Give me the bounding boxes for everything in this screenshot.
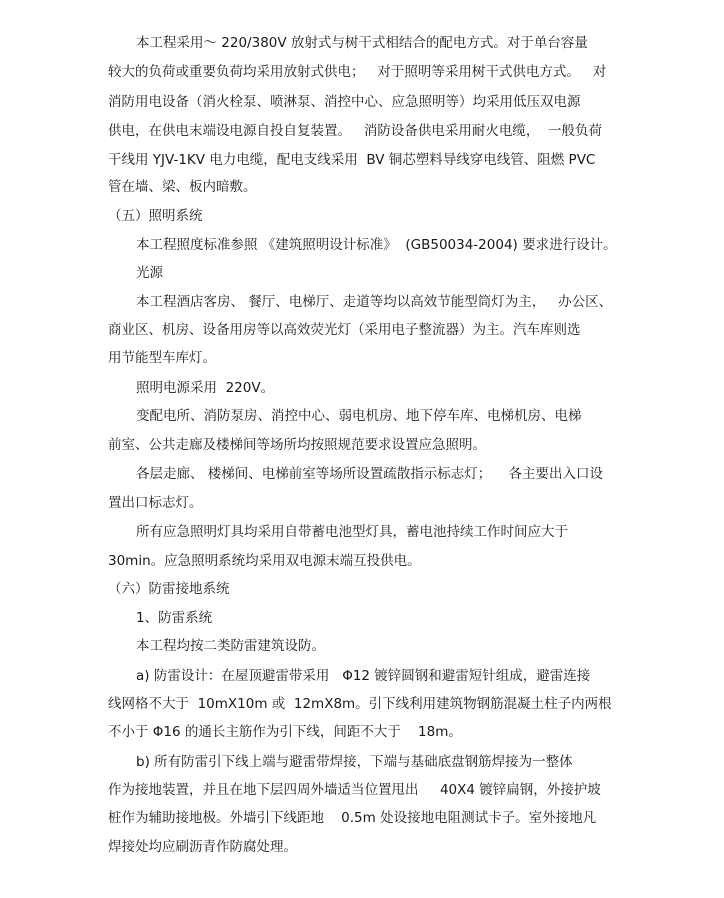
text-line: 干线用 YJV-1KV 电力电缆，配电支线采用 BV 铜芯塑料导线穿电线管、阻燃 PVC — [108, 152, 596, 168]
text-line: 桩作为辅助接地极。外墙引下线距地 0.5m 处设接地电阻测试卡子。室外接地凡 — [108, 810, 597, 826]
text-line: 30min。应急照明系统均采用双电源末端互投供电。 — [108, 553, 421, 569]
text-line: 所有应急照明灯具均采用自带蓄电池型灯具，蓄电池持续工作时间应大于 — [136, 524, 568, 540]
text-line: 焊接处均应刷沥青作防腐处理。 — [108, 839, 297, 855]
text-line: 各层走廊、 楼梯间、电梯前室等场所设置疏散指示标志灯； 各主要出入口设 — [136, 466, 603, 482]
text-line: 置出口标志灯。 — [108, 495, 203, 511]
text-line: b) 所有防雷引下线上端与避雷带焊接，下端与基础底盘钢筋焊接为一整体 — [136, 754, 573, 770]
text-line: a) 防雷设计：在屋顶避雷带采用 Φ12 镀锌圆钢和避雷短针组成，避雷连接 — [136, 668, 591, 684]
text-line: 消防用电设备（消火栓泵、喷淋泵、消控中心、应急照明等）均采用低压双电源 — [108, 94, 581, 110]
text-line: 本工程照度标准参照 《建筑照明设计标准》 (GB50034-2004) 要求进行设计。 — [136, 237, 617, 253]
subheading: 1、防雷系统 — [136, 610, 213, 626]
text-line: 作为接地装置，并且在地下层四周外墙适当位置甩出 40X4 镀锌扁钢，外接护坡 — [108, 782, 601, 798]
text-line: 线网格不大于 10mX10m 或 12mX8m。引下线利用建筑物钢筋混凝土柱子内两根 — [108, 696, 612, 712]
text-line: 本工程采用～ 220/380V 放射式与树干式相结合的配电方式。对于单台容量 — [136, 35, 588, 51]
text-line: 商业区、机房、设备用房等以高效荧光灯（采用电子整流器）为主。汽车库则选 — [108, 322, 581, 338]
text-line: 本工程酒店客房、 餐厅、电梯厅、走道等均以高效节能型筒灯为主， 办公区、 — [136, 294, 613, 310]
text-line: 供电，在供电末端设电源自投自复装置。 消防设备供电采用耐火电缆， 一般负荷 — [108, 123, 602, 139]
text-line: 不小于 Φ16 的通长主筋作为引下线，间距不大于 18m。 — [108, 724, 462, 740]
text-line: 变配电所、消防泵房、消控中心、弱电机房、地下停车库、电梯机房、电梯 — [136, 408, 582, 424]
text-line: 本工程均按二类防雷建筑设防。 — [136, 638, 325, 654]
section-heading: （六）防雷接地系统 — [108, 581, 230, 597]
text-line: 前室、公共走廊及楼梯间等场所均按照规范要求设置应急照明。 — [108, 437, 486, 453]
text-line: 较大的负荷或重要负荷均采用放射式供电； 对于照明等采用树干式供电方式。 对 — [108, 64, 607, 80]
text-line: 用节能型车库灯。 — [108, 350, 216, 366]
subheading: 光源 — [136, 265, 163, 281]
section-heading: （五）照明系统 — [108, 208, 203, 224]
text-line: 照明电源采用 220V。 — [136, 380, 275, 396]
text-line: 管在墙、梁、板内暗敷。 — [108, 179, 257, 195]
